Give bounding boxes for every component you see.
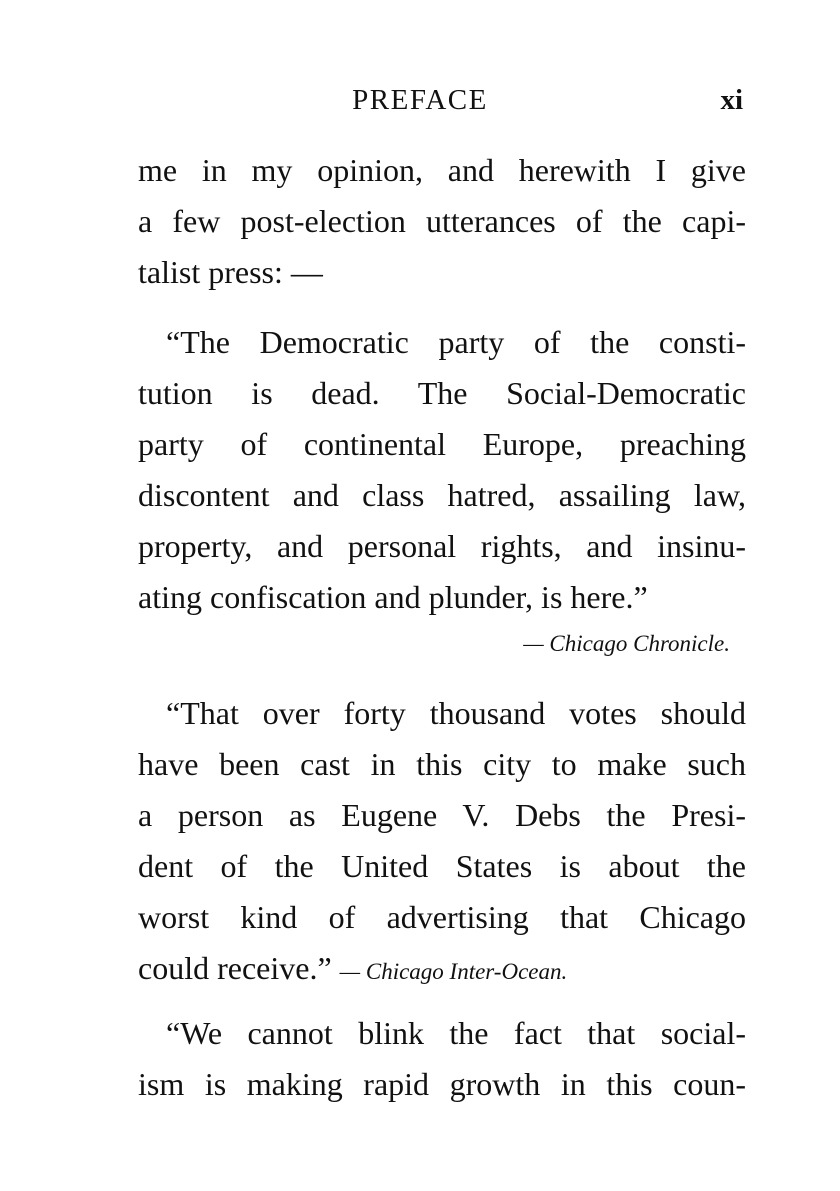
source-attribution: — Chicago Chronicle. [523,631,730,656]
text-line: talist press: — [138,254,323,290]
text-line: property, and personal rights, and insinu- [138,528,746,564]
source-attribution: — Chicago Inter-Ocean. [339,959,568,984]
text-line: a person as Eugene V. Debs the Presi- [138,797,746,833]
running-title: PREFACE [352,84,488,116]
quote-chicago-chronicle [138,317,746,623]
quote-chicago-inter-ocean [138,688,746,994]
text-line: party of continental Europe, preaching [138,426,746,462]
text-line: tution is dead. The Social-Democratic [138,375,746,411]
text-fragment: could receive.” [138,950,332,986]
text-line: worst kind of advertising that Chicago [138,899,746,935]
text-line: ating confiscation and plunder, is here.” [138,579,648,615]
text-line: have been cast in this city to make such [138,746,746,782]
text-line: discontent and class hatred, assailing law, [138,477,746,513]
text-line: “That over forty thousand votes should [166,695,746,731]
quote-third [138,1008,746,1110]
text-line: a few post-election utterances of the capi- [138,203,746,239]
opening-paragraph [138,145,746,298]
text-line: ism is making rapid growth in this coun- [138,1066,746,1102]
page-number: xi [720,84,743,116]
text-line: “The Democratic party of the consti- [166,324,746,360]
text-line: me in my opinion, and herewith I give [138,152,746,188]
text-line: dent of the United States is about the [138,848,746,884]
text-line: “We cannot blink the fact that social- [166,1015,746,1051]
text-line [138,943,746,994]
